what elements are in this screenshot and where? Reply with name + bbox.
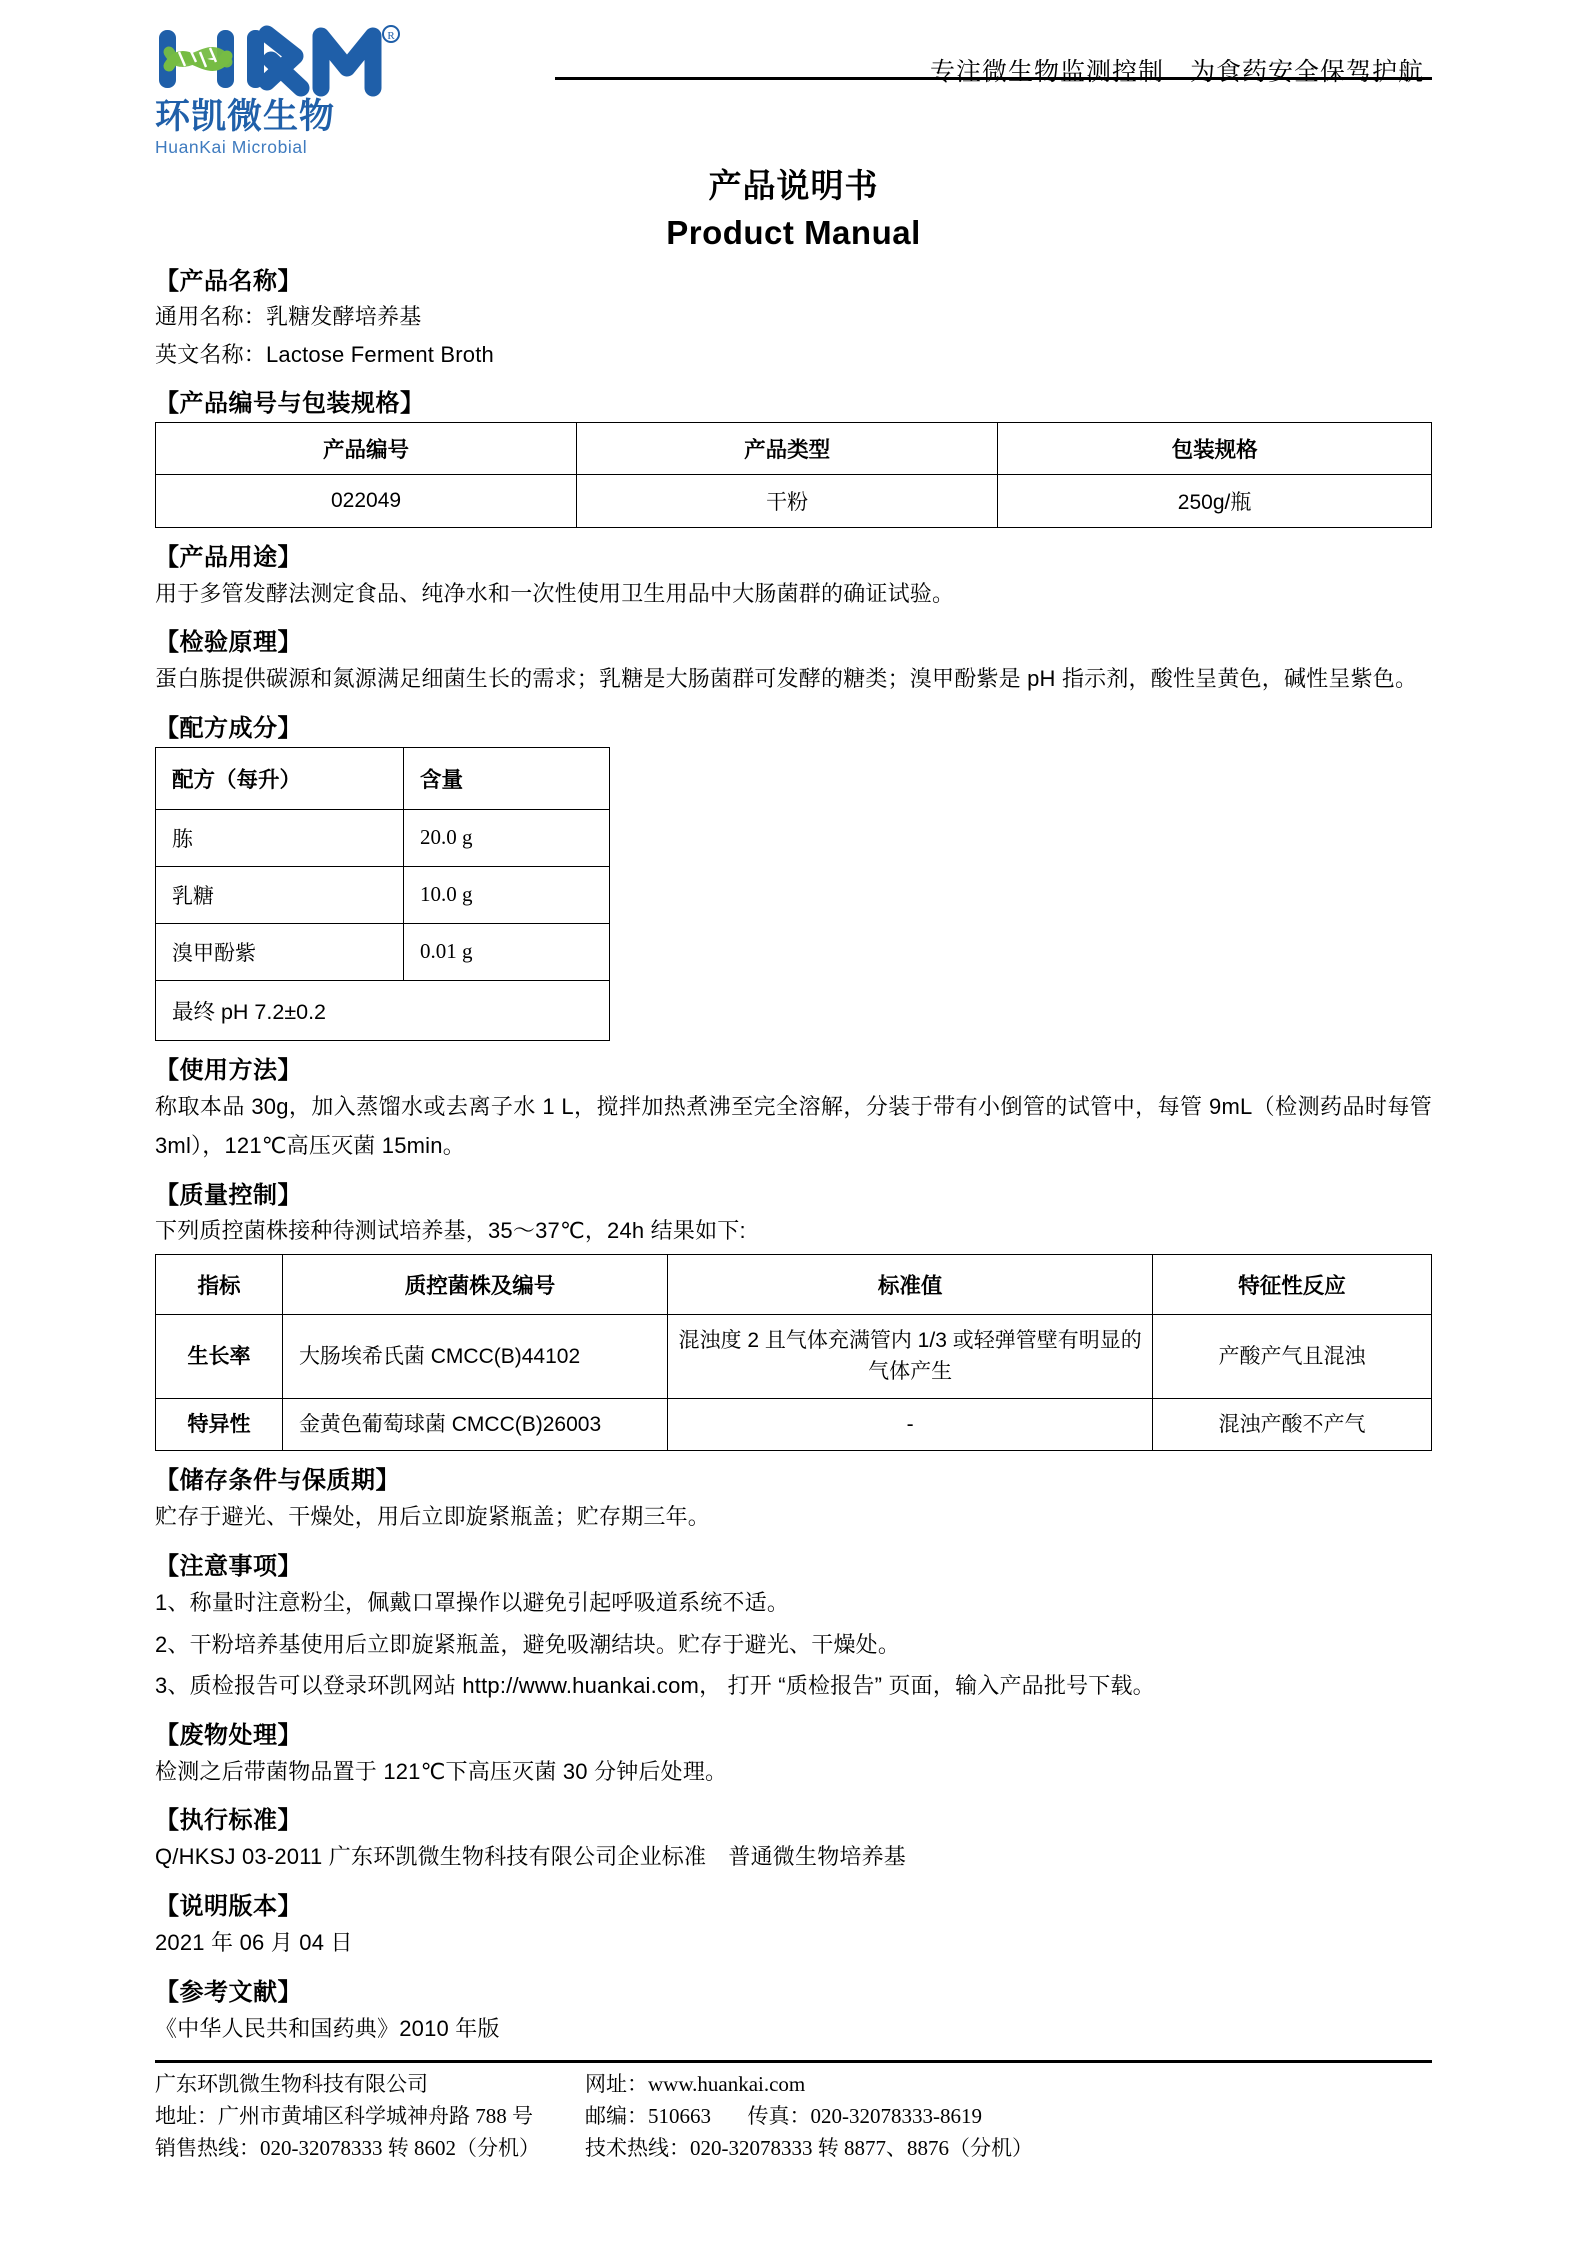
product-generic-name: 通用名称：乳糖发酵培养基 [155, 304, 422, 329]
table-header-row [156, 747, 610, 809]
qc-reaction-specificity: 混浊产酸不产气 [1153, 1398, 1432, 1451]
usage-text: 用于多管发酵法测定食品、纯净水和一次性使用卫生用品中大肠菌群的确证试验。 [155, 580, 955, 606]
formula-col-name: 配方（每升） [156, 747, 404, 809]
formula-amount-bromocresol-purple: 0.01 g [404, 923, 610, 980]
qc-reaction-growth: 产酸产气且混浊 [1153, 1314, 1432, 1398]
quality-control-table [155, 1254, 1432, 1452]
precaution-item-2: 2、干粉培养基使用后立即旋紧瓶盖，避免吸潮结块。贮存于避光、干燥处。 [155, 1631, 901, 1657]
formula-amount-peptone: 20.0 g [404, 809, 610, 866]
qc-strain-staph: 金黄色葡萄球菌 CMCC(B)26003 [282, 1398, 667, 1451]
header-tagline: 专注微生物监测控制 为食药安全保驾护航 [929, 58, 1424, 86]
page-title-cn: 产品说明书 [708, 167, 879, 204]
footer-address: 地址：广州市黄埔区科学城神舟路 788 号 [155, 2104, 533, 2129]
section-heading-version: 【说明版本】 [155, 1892, 302, 1920]
table-row [156, 923, 610, 980]
section-heading-storage: 【储存条件与保质期】 [155, 1467, 400, 1495]
precaution-item-1: 1、称量时注意粉尘，佩戴口罩操作以避免引起呼吸道系统不适。 [155, 1589, 790, 1615]
section-heading-waste: 【废物处理】 [155, 1721, 302, 1749]
table-header-row [156, 422, 1432, 474]
footer-postcode: 邮编：510663 [585, 2104, 711, 2129]
footer-sales-hotline: 销售热线：020-32078333 转 8602（分机） [155, 2135, 540, 2160]
footer-fax: 传真：020-32078333-8619 [747, 2104, 982, 2129]
spec-col-type: 产品类型 [577, 422, 998, 474]
table-row-ph [156, 980, 610, 1040]
storage-text: 贮存于避光、干燥处，用后立即旋紧瓶盖；贮存期三年。 [155, 1504, 711, 1530]
qc-standard-growth: 混浊度 2 且气体充满管内 1/3 或轻弹管壁有明显的气体产生 [668, 1314, 1153, 1398]
footer-postcode-fax [585, 2101, 1432, 2133]
qc-col-standard: 标准值 [668, 1254, 1153, 1314]
formula-table [155, 747, 610, 1041]
section-heading-formula: 【配方成分】 [155, 714, 302, 742]
method-text: 称取本品 30g，加入蒸馏水或去离子水 1 L，搅拌加热煮沸至完全溶解，分装于带有小倒管的试管中，每管 9mL（检测药品时每管 3ml），121℃高压灭菌 15min。 [155, 1093, 1432, 1159]
spec-col-package: 包装规格 [998, 422, 1432, 474]
spec-value-package: 250g/瓶 [998, 474, 1432, 527]
logo-name-en: HuanKai Microbial [155, 136, 308, 157]
quality-control-intro: 下列质控菌株接种待测试培养基，35～37℃，24h 结果如下: [155, 1218, 746, 1244]
table-row [156, 809, 610, 866]
page-footer [155, 2069, 1432, 2165]
spec-col-code: 产品编号 [156, 422, 577, 474]
qc-strain-ecoli: 大肠埃希氏菌 CMCC(B)44102 [282, 1314, 667, 1398]
waste-text: 检测之后带菌物品置于 121℃下高压灭菌 30 分钟后处理。 [155, 1758, 728, 1784]
footer-company: 广东环凯微生物科技有限公司 [155, 2072, 428, 2097]
section-heading-usage: 【产品用途】 [155, 543, 302, 571]
svg-text:R: R [387, 30, 395, 42]
qc-col-strain: 质控菌株及编号 [282, 1254, 667, 1314]
header-right [455, 0, 1432, 88]
section-heading-precautions: 【注意事项】 [155, 1552, 302, 1580]
footer-tech-hotline: 技术热线：020-32078333 转 8877、8876（分机） [585, 2135, 1033, 2160]
section-heading-principle: 【检验原理】 [155, 629, 302, 657]
section-heading-reference: 【参考文献】 [155, 1978, 302, 2006]
company-logo [155, 0, 455, 157]
page-header [155, 0, 1432, 157]
section-heading-spec: 【产品编号与包装规格】 [155, 389, 425, 417]
spec-table [155, 422, 1432, 528]
formula-ph-note: 最终 pH 7.2±0.2 [156, 980, 610, 1040]
spec-value-type: 干粉 [577, 474, 998, 527]
page-title-en: Product Manual [666, 214, 921, 251]
qc-col-reaction: 特征性反应 [1153, 1254, 1432, 1314]
formula-amount-lactose: 10.0 g [404, 866, 610, 923]
formula-col-amount: 含量 [404, 747, 610, 809]
header-divider [555, 77, 1432, 80]
footer-left-column [155, 2069, 585, 2165]
qc-col-indicator: 指标 [156, 1254, 283, 1314]
spec-value-code: 022049 [156, 474, 577, 527]
qc-standard-specificity: - [668, 1398, 1153, 1451]
footer-divider [155, 2060, 1432, 2063]
principle-text: 蛋白胨提供碳源和氮源满足细菌生长的需求；乳糖是大肠菌群可发酵的糖类；溴甲酚紫是 pH 指示剂，酸性呈黄色，碱性呈紫色。 [155, 666, 1418, 692]
table-row [156, 1398, 1432, 1451]
footer-right-column [585, 2069, 1432, 2165]
qc-indicator-specificity: 特异性 [156, 1398, 283, 1451]
standard-text: Q/HKSJ 03-2011 广东环凯微生物科技有限公司企业标准 普通微生物培养基 [155, 1844, 906, 1870]
table-row [156, 474, 1432, 527]
table-row [156, 866, 610, 923]
section-heading-product-name: 【产品名称】 [155, 268, 302, 295]
footer-website: 网址：www.huankai.com [585, 2072, 806, 2097]
formula-name-lactose: 乳糖 [156, 866, 404, 923]
formula-name-peptone: 胨 [156, 809, 404, 866]
formula-name-bromocresol-purple: 溴甲酚紫 [156, 923, 404, 980]
product-english-name: 英文名称：Lactose Ferment Broth [155, 341, 494, 367]
logo-name-cn: 环凯微生物 [155, 97, 336, 136]
section-heading-method: 【使用方法】 [155, 1056, 302, 1084]
section-heading-standard: 【执行标准】 [155, 1807, 302, 1835]
reference-text: 《中华人民共和国药典》2010 年版 [155, 2015, 500, 2041]
table-header-row [156, 1254, 1432, 1314]
precaution-item-3: 3、质检报告可以登录环凯网站 http://www.huankai.com， 打开 “质检报告” 页面，输入产品批号下载。 [155, 1673, 1155, 1699]
table-row [156, 1314, 1432, 1398]
qc-indicator-growth: 生长率 [156, 1314, 283, 1398]
section-heading-quality-control: 【质量控制】 [155, 1182, 302, 1210]
version-date: 2021 年 06 月 04 日 [155, 1929, 353, 1955]
hkm-logo-icon [155, 22, 423, 98]
